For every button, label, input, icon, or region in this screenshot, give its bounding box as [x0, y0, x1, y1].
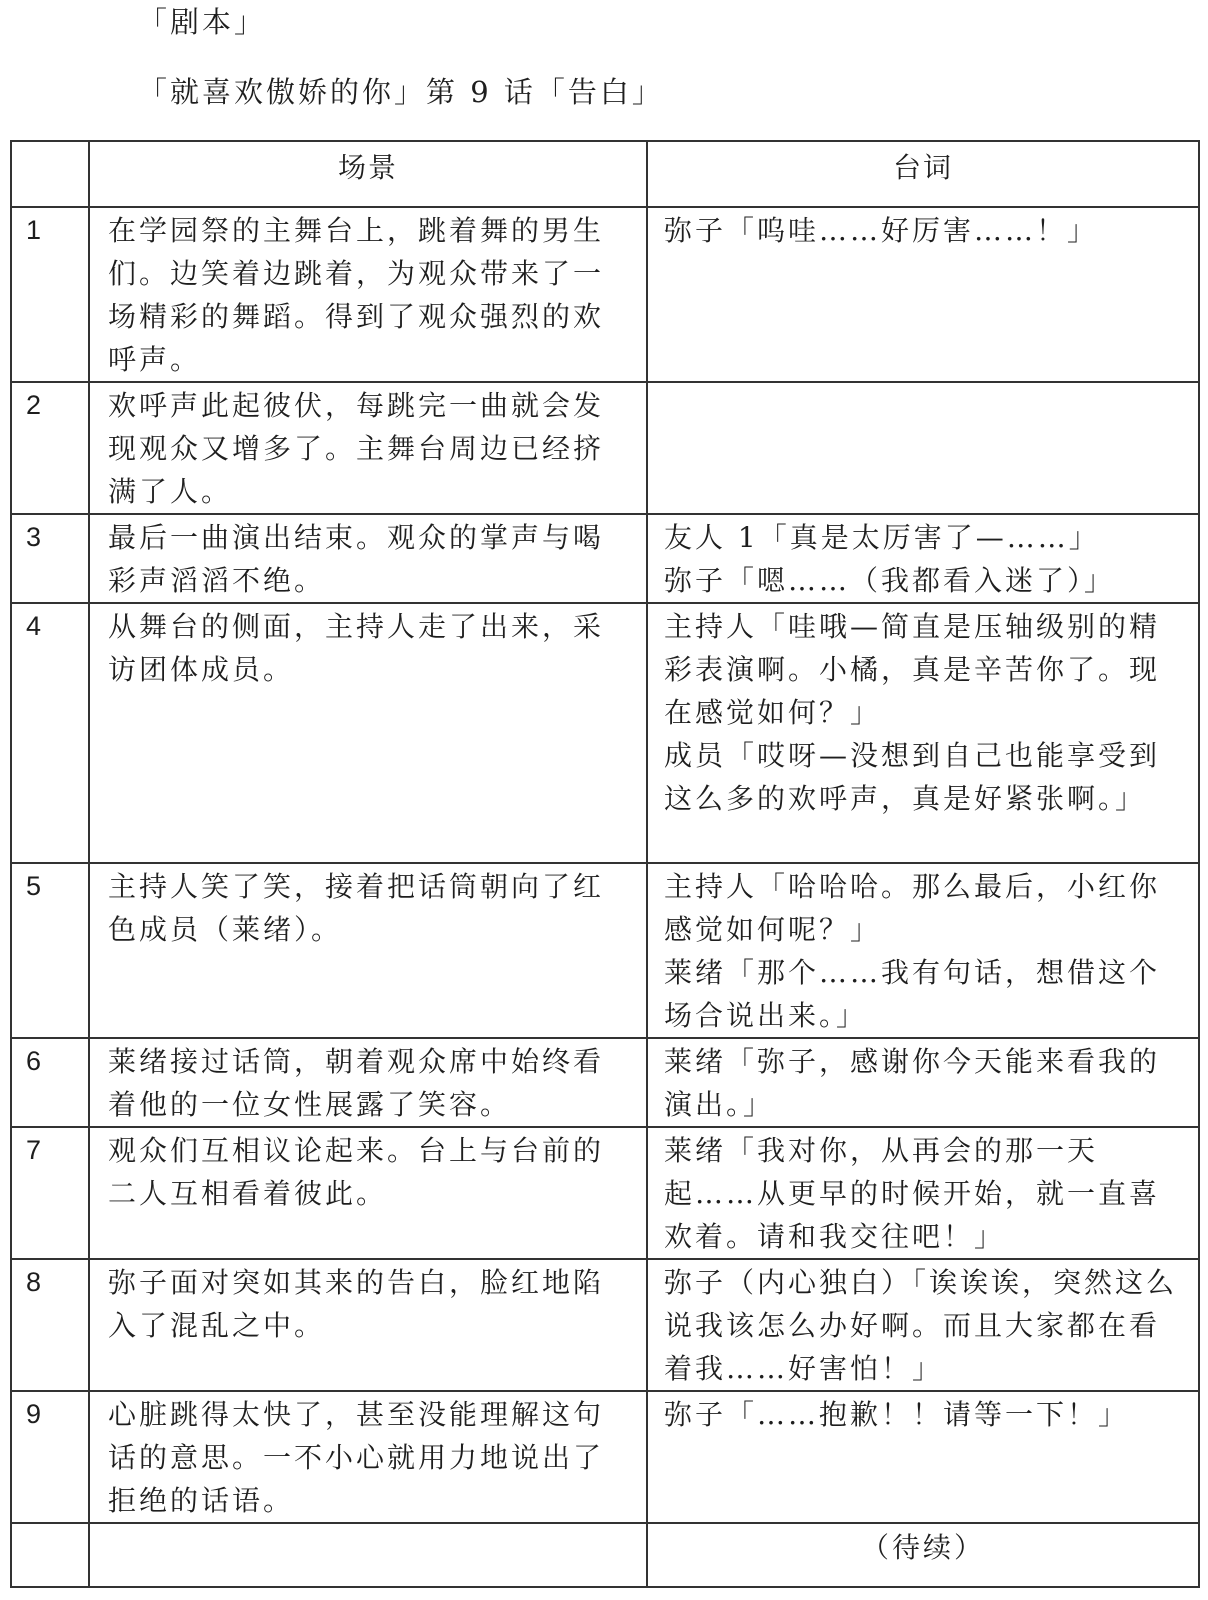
dialogue-line: 弥子「呜哇……好厉害……！」	[664, 214, 1099, 247]
dialogue-line: 弥子「……抱歉！！请等一下！」	[664, 1398, 1130, 1431]
scene-cell: 从舞台的侧面，主持人走了出来，采访团体成员。	[89, 603, 647, 863]
number-column-header	[11, 141, 89, 207]
dialogue-line: 弥子（内心独白）「诶诶诶，突然这么说我该怎么办好啊。而且大家都在看着我……好害怕！」	[664, 1266, 1178, 1385]
table-row	[11, 382, 1199, 514]
empty-cell	[11, 1523, 89, 1587]
lines-cell	[647, 382, 1199, 514]
lines-cell	[647, 1127, 1199, 1259]
script-table	[10, 140, 1200, 1588]
lines-cell	[647, 207, 1199, 382]
row-number: 7	[11, 1127, 89, 1259]
lines-cell	[647, 603, 1199, 863]
dialogue-line: 莱绪「弥子，感谢你今天能来看我的演出。」	[664, 1045, 1161, 1121]
table-row	[11, 207, 1199, 382]
row-number: 5	[11, 863, 89, 1038]
row-number: 8	[11, 1259, 89, 1391]
scene-cell: 主持人笑了笑，接着把话筒朝向了红色成员（莱绪）。	[89, 863, 647, 1038]
dialogue-line: 友人 1「真是太厉害了—……」	[664, 521, 1100, 554]
to-be-continued-note: （待续）	[647, 1523, 1199, 1587]
row-number: 3	[11, 514, 89, 603]
table-row	[11, 1259, 1199, 1391]
lines-cell	[647, 1391, 1199, 1523]
scene-cell: 莱绪接过话筒，朝着观众席中始终看着他的一位女性展露了笑容。	[89, 1038, 647, 1127]
row-number: 9	[11, 1391, 89, 1523]
lines-column-header: 台词	[647, 141, 1199, 207]
lines-cell	[647, 1259, 1199, 1391]
scene-cell: 在学园祭的主舞台上，跳着舞的男生们。边笑着边跳着，为观众带来了一场精彩的舞蹈。得到了观众强烈的欢呼声。	[89, 207, 647, 382]
table-row	[11, 1127, 1199, 1259]
scene-cell: 最后一曲演出结束。观众的掌声与喝彩声滔滔不绝。	[89, 514, 647, 603]
row-number: 4	[11, 603, 89, 863]
closing-row	[11, 1523, 1199, 1587]
scene-cell: 欢呼声此起彼伏，每跳完一曲就会发现观众又增多了。主舞台周边已经挤满了人。	[89, 382, 647, 514]
scene-cell: 观众们互相议论起来。台上与台前的二人互相看着彼此。	[89, 1127, 647, 1259]
row-number: 2	[11, 382, 89, 514]
dialogue-line: 主持人「哈哈哈。那么最后，小红你感觉如何呢？」	[664, 870, 1161, 946]
document-label: 「剧本」	[138, 5, 267, 39]
table-row	[11, 863, 1199, 1038]
row-number: 6	[11, 1038, 89, 1127]
dialogue-line: 弥子「嗯……（我都看入迷了）」	[664, 564, 1116, 597]
lines-cell	[647, 863, 1199, 1038]
dialogue-line: 莱绪「那个……我有句话，想借这个场合说出来。」	[664, 956, 1161, 1032]
table-row	[11, 603, 1199, 863]
dialogue-line: 成员「哎呀—没想到自己也能享受到这么多的欢呼声，真是好紧张啊。」	[664, 739, 1161, 815]
document-title: 「就喜欢傲娇的你」第 9 话「告白」	[138, 75, 664, 109]
row-number: 1	[11, 207, 89, 382]
scene-cell: 弥子面对突如其来的告白，脸红地陷入了混乱之中。	[89, 1259, 647, 1391]
table-row	[11, 1391, 1199, 1523]
lines-cell	[647, 514, 1199, 603]
empty-cell	[89, 1523, 647, 1587]
dialogue-line: 主持人「哇哦—简直是压轴级别的精彩表演啊。小橘，真是辛苦你了。现在感觉如何？」	[664, 610, 1161, 729]
scene-cell: 心脏跳得太快了，甚至没能理解这句话的意思。一不小心就用力地说出了拒绝的话语。	[89, 1391, 647, 1523]
table-header-row	[11, 141, 1199, 207]
table-row	[11, 1038, 1199, 1127]
scene-column-header: 场景	[89, 141, 647, 207]
lines-cell	[647, 1038, 1199, 1127]
table-row	[11, 514, 1199, 603]
dialogue-line: 莱绪「我对你，从再会的那一天起……从更早的时候开始，就一直喜欢着。请和我交往吧！」	[664, 1134, 1161, 1253]
